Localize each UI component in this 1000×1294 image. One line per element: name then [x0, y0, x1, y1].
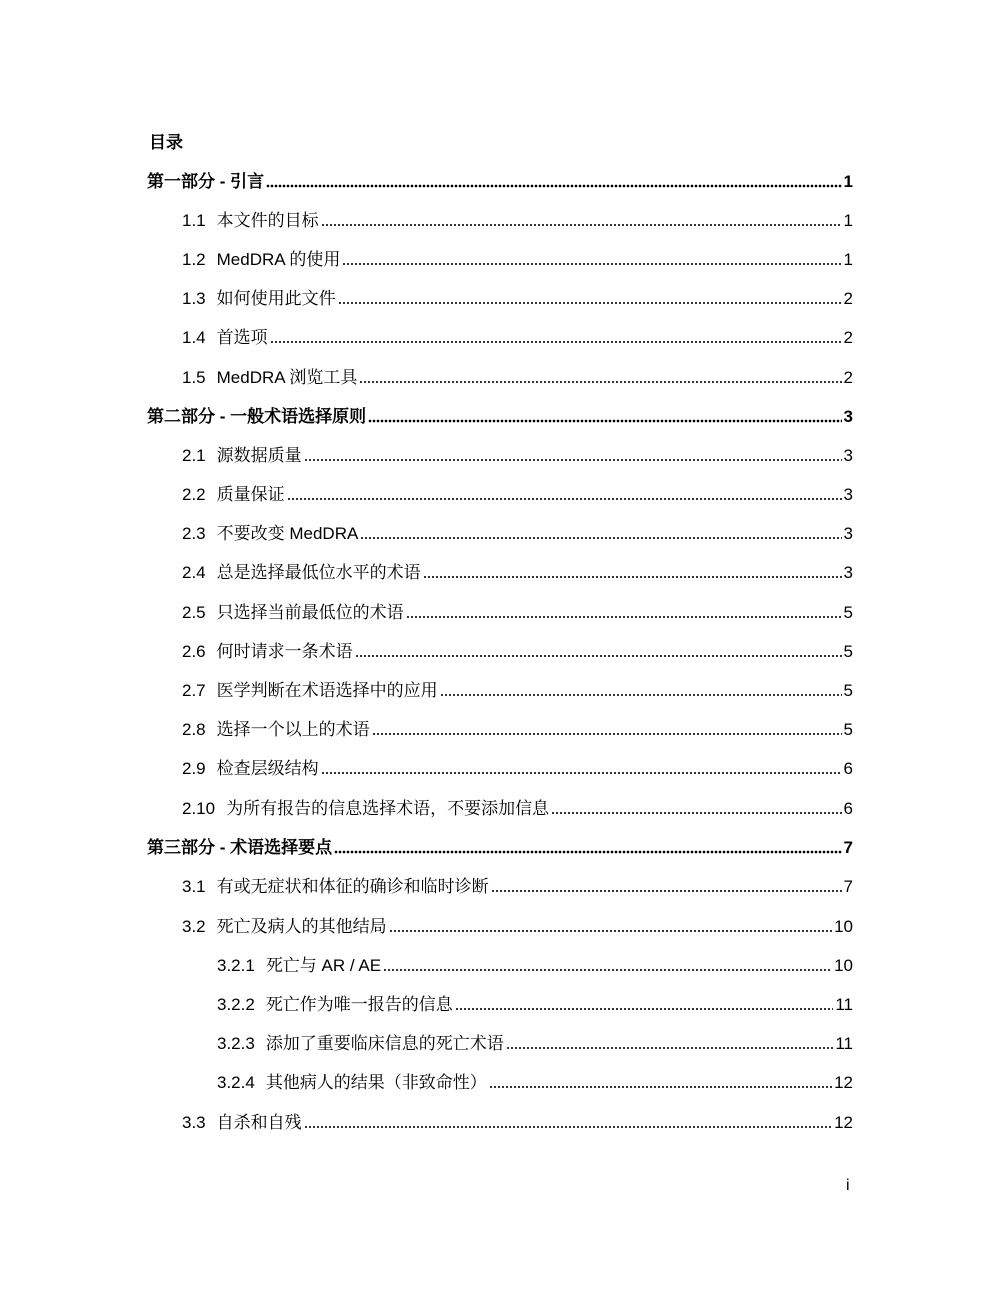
toc-entry-page: 7 — [843, 877, 853, 896]
toc-entry-1-2[interactable] — [182, 248, 853, 272]
dot-leader — [287, 497, 842, 501]
toc-entry-page: 3 — [843, 485, 853, 504]
toc-entry-number: 1.4 — [182, 328, 206, 347]
toc-entry-number: 3.2.4 — [217, 1073, 255, 1092]
dot-leader — [266, 184, 841, 188]
dot-leader — [383, 968, 832, 972]
toc-entry-page: 1 — [843, 172, 853, 191]
toc-entry-2-4[interactable] — [182, 561, 853, 585]
toc-entry-text: 检查层级结构 — [216, 759, 319, 778]
toc-entry-2-6[interactable] — [182, 640, 853, 664]
toc-entry-part-2[interactable] — [147, 405, 853, 429]
dot-leader — [304, 458, 842, 462]
dot-leader — [423, 575, 842, 579]
toc-entry-page: 1 — [843, 250, 853, 269]
toc-entry-2-8[interactable] — [182, 718, 853, 742]
dot-leader — [338, 301, 842, 305]
toc-entry-text: 只选择当前最低位的术语 — [216, 603, 404, 622]
toc-entry-text: 有或无症状和体征的确诊和临时诊断 — [216, 877, 489, 896]
dot-leader — [368, 419, 841, 423]
toc-entry-number: 1.1 — [182, 211, 206, 230]
dot-leader — [334, 850, 841, 854]
toc-entry-text: 死亡及病人的其他结局 — [216, 917, 387, 936]
toc-entry-text: 何时请求一条术语 — [216, 642, 353, 661]
toc-entry-3-2-2[interactable] — [217, 993, 853, 1017]
toc-entry-text: 不要改变 MedDRA — [216, 524, 359, 543]
page-number: i — [846, 1177, 850, 1194]
toc-entry-number: 3.2.1 — [217, 956, 255, 975]
toc-entry-text: 第一部分 - 引言 — [147, 172, 265, 191]
toc-entry-page: 3 — [843, 446, 853, 465]
toc-entry-number: 2.7 — [182, 681, 206, 700]
dot-leader — [270, 340, 842, 344]
toc-entry-1-5[interactable] — [182, 366, 853, 390]
toc-entry-3-2-4[interactable] — [217, 1071, 853, 1095]
toc-entry-page: 12 — [834, 1073, 853, 1092]
dot-leader — [360, 536, 841, 540]
toc-entry-page: 6 — [843, 799, 853, 818]
toc-entry-number: 3.2.2 — [217, 995, 255, 1014]
toc-entry-number: 2.9 — [182, 759, 206, 778]
toc-entry-number: 2.2 — [182, 485, 206, 504]
dot-leader — [342, 262, 841, 266]
toc-entry-3-1[interactable] — [182, 875, 853, 899]
toc-entry-page: 5 — [843, 642, 853, 661]
dot-leader — [406, 615, 842, 619]
dot-leader — [440, 693, 842, 697]
toc-entry-3-2[interactable] — [182, 915, 853, 939]
toc-entry-1-3[interactable] — [182, 287, 853, 311]
toc-entry-page: 11 — [835, 995, 853, 1014]
toc-entry-2-3[interactable] — [182, 522, 853, 546]
dot-leader — [489, 1085, 832, 1089]
toc-entry-text: 首选项 — [216, 328, 268, 347]
toc-entry-page: 6 — [843, 759, 853, 778]
toc-entry-3-2-1[interactable] — [217, 954, 853, 978]
toc-entry-page: 7 — [843, 838, 853, 857]
toc-entry-page: 2 — [843, 289, 853, 308]
toc-entry-2-9[interactable] — [182, 757, 853, 781]
toc-entry-3-2-3[interactable] — [217, 1032, 853, 1056]
toc-entry-text: 第三部分 - 术语选择要点 — [147, 838, 333, 857]
dot-leader — [321, 223, 842, 227]
toc-entry-text: 死亡与 AR / AE — [265, 956, 382, 975]
dot-leader — [304, 1125, 832, 1129]
dot-leader — [372, 732, 842, 736]
toc-entry-text: 如何使用此文件 — [216, 289, 336, 308]
dot-leader — [506, 1046, 834, 1050]
toc-entry-text: 源数据质量 — [216, 446, 302, 465]
toc-entry-page: 1 — [843, 211, 853, 230]
dot-leader — [455, 1007, 834, 1011]
toc-entry-number: 2.1 — [182, 446, 206, 465]
toc-entry-part-1[interactable] — [147, 170, 853, 194]
toc-entry-3-3[interactable] — [182, 1111, 853, 1135]
toc-entry-1-1[interactable] — [182, 209, 853, 233]
toc-entry-text: 死亡作为唯一报告的信息 — [265, 995, 453, 1014]
toc-entry-number: 2.3 — [182, 524, 206, 543]
toc-entry-page: 2 — [843, 328, 853, 347]
dot-leader — [359, 380, 841, 384]
toc-entry-part-3[interactable] — [147, 836, 853, 860]
toc-entry-number: 1.5 — [182, 368, 206, 387]
toc-entry-text: 添加了重要临床信息的死亡术语 — [265, 1034, 504, 1053]
toc-entry-page: 5 — [843, 681, 853, 700]
toc-entry-text: 本文件的目标 — [216, 211, 319, 230]
toc-entry-text: 其他病人的结果（非致命性） — [265, 1073, 487, 1092]
toc-entry-text: 自杀和自残 — [216, 1113, 302, 1132]
toc-entry-number: 3.3 — [182, 1113, 206, 1132]
dot-leader — [551, 811, 841, 815]
dot-leader — [355, 654, 842, 658]
toc-entry-2-2[interactable] — [182, 483, 853, 507]
toc-entry-1-4[interactable] — [182, 326, 853, 350]
toc-entry-text: 第二部分 - 一般术语选择原则 — [147, 407, 367, 426]
dot-leader — [491, 889, 842, 893]
toc-entry-text: 选择一个以上的术语 — [216, 720, 370, 739]
dot-leader — [321, 771, 842, 775]
toc-entry-2-1[interactable] — [182, 444, 853, 468]
toc-entry-page: 10 — [834, 956, 853, 975]
toc-entry-text: MedDRA 浏览工具 — [216, 368, 358, 387]
toc-entry-2-10[interactable] — [182, 797, 853, 821]
toc-entry-number: 2.10 — [182, 799, 216, 818]
toc-entry-number: 3.2.3 — [217, 1034, 255, 1053]
toc-entry-number: 2.5 — [182, 603, 206, 622]
toc-entry-text: 质量保证 — [216, 485, 285, 504]
toc-entry-page: 11 — [835, 1034, 853, 1053]
toc-entry-number: 2.8 — [182, 720, 206, 739]
toc-entry-text: 总是选择最低位水平的术语 — [216, 563, 421, 582]
toc-entry-number: 1.3 — [182, 289, 206, 308]
page-title: 目录 — [149, 133, 183, 152]
toc-entry-2-7[interactable] — [182, 679, 853, 703]
toc-entry-page: 5 — [843, 603, 853, 622]
toc-entry-page: 3 — [843, 563, 853, 582]
toc-entry-page: 2 — [843, 368, 853, 387]
toc-entry-number: 3.2 — [182, 917, 206, 936]
toc-entry-text: MedDRA 的使用 — [216, 250, 341, 269]
toc-entry-page: 5 — [843, 720, 853, 739]
toc-entry-number: 2.6 — [182, 642, 206, 661]
toc-entry-page: 3 — [843, 524, 853, 543]
toc-entry-number: 1.2 — [182, 250, 206, 269]
toc-entry-page: 12 — [834, 1113, 853, 1132]
toc-entry-page: 3 — [843, 407, 853, 426]
toc-entry-2-5[interactable] — [182, 601, 853, 625]
toc-entry-text: 为所有报告的信息选择术语，不要添加信息 — [226, 799, 550, 818]
toc-entry-text: 医学判断在术语选择中的应用 — [216, 681, 438, 700]
toc-entry-number: 2.4 — [182, 563, 206, 582]
toc-entry-page: 10 — [834, 917, 853, 936]
toc-entry-number: 3.1 — [182, 877, 206, 896]
dot-leader — [389, 929, 832, 933]
